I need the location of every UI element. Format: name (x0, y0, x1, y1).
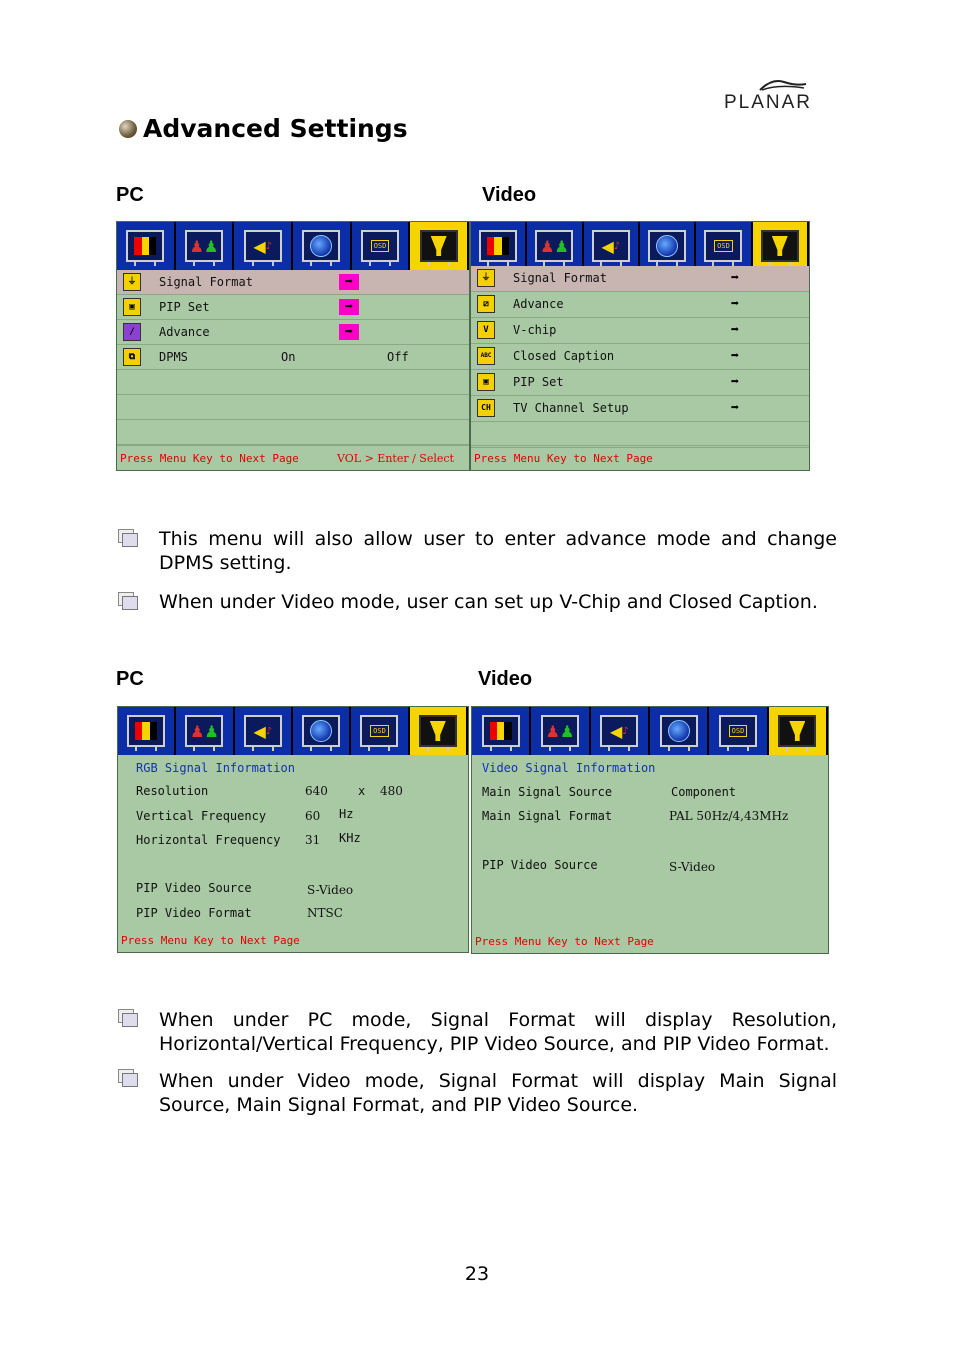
empty-row (117, 370, 469, 395)
section1-video-label: Video (482, 184, 537, 206)
pc-menu-row-dpms[interactable] (117, 345, 469, 370)
video-menu-label: PIP Set (513, 375, 564, 389)
info-value: NTSC (307, 906, 343, 920)
advanced-icon (420, 230, 458, 262)
footer-hint: Press Menu Key to Next Page (121, 934, 300, 947)
osd-icon: OSD (360, 715, 398, 747)
info-value: S-Video (307, 883, 354, 897)
footer-hint: Press Menu Key to Next Page (120, 452, 299, 465)
pc-menu-label: Advance (159, 325, 210, 339)
osd-tab-osd[interactable] (709, 707, 768, 755)
arrow-right-icon: ➡ (339, 274, 359, 290)
info-value: 640 (305, 784, 328, 798)
osd-tab-speaker[interactable] (235, 707, 293, 755)
bullet-icon (116, 592, 138, 610)
video-menu-row-closed-caption[interactable] (471, 344, 809, 370)
info-label: PIP Video Source (482, 858, 598, 872)
bullet-text-4: When under Video mode, Signal Format will display Main Signal Source, Main Signal Format, and PIP Video Source. (159, 1070, 837, 1116)
speaker-icon: ◀ ♪ (600, 715, 638, 747)
footer-hint: Press Menu Key to Next Page (474, 452, 653, 465)
footer-hint: Press Menu Key to Next Page (475, 935, 654, 948)
footer-select-hint: VOL > Enter / Select (337, 452, 454, 465)
arrow-right-icon: ➡ (730, 374, 740, 390)
logo-swoosh-icon (758, 78, 808, 92)
people-icon: ♟ ♟ (185, 715, 223, 747)
video-menu-body (471, 266, 809, 470)
advanced-icon (419, 715, 457, 747)
title-bullet-icon (119, 120, 137, 138)
pc-menu-label: PIP Set (159, 300, 210, 314)
video-osd-menu (470, 221, 810, 471)
osd-tab-speaker[interactable] (584, 222, 640, 270)
dpms-on-option[interactable]: On (281, 350, 296, 364)
video-info-footer (472, 929, 828, 953)
pc-info-footer (118, 928, 468, 952)
closed-caption-icon: ABC (477, 347, 495, 365)
video-signal-info-panel (471, 706, 829, 954)
info-label: Main Signal Format (482, 809, 613, 823)
pip-icon: ▣ (123, 298, 141, 316)
arrow-right-icon: ➡ (730, 270, 740, 286)
pc-menu-row-signal-format[interactable] (117, 270, 469, 295)
people-icon: ♟ ♟ (541, 715, 579, 747)
pc-signal-info-panel (117, 706, 469, 953)
osd-tab-globe[interactable] (293, 222, 352, 270)
advanced-icon (778, 715, 816, 747)
info-label: PIP Video Source (136, 881, 252, 895)
section2-pc-label: PC (116, 668, 144, 690)
color-icon (127, 715, 165, 747)
pc-menu-label: DPMS (159, 350, 188, 364)
osd-tab-people[interactable] (176, 222, 235, 270)
video-menu-row-advance[interactable] (471, 292, 809, 318)
pc-info-body (118, 755, 468, 952)
people-icon: ♟ ♟ (185, 230, 223, 262)
osd-tab-color[interactable] (117, 222, 176, 270)
pc-osd-menu (116, 221, 470, 471)
page-number: 23 (464, 1263, 490, 1285)
pc-menu-label: Signal Format (159, 275, 253, 289)
osd-tab-globe[interactable] (293, 707, 351, 755)
info-value: x (358, 784, 366, 798)
section1-pc-label: PC (116, 184, 144, 206)
advance-icon: ∕ (123, 323, 141, 341)
osd-tab-advanced[interactable] (410, 707, 468, 755)
osd-tab-speaker[interactable] (234, 222, 293, 270)
info-label: PIP Video Format (136, 906, 252, 920)
color-icon (482, 715, 520, 747)
info-label: Vertical Frequency (136, 809, 267, 823)
info-value: S-Video (669, 860, 716, 874)
info-label: Main Signal Source (482, 785, 613, 799)
bullet-icon (116, 1009, 138, 1027)
speaker-icon: ◀ ♪ (244, 715, 282, 747)
osd-tab-people[interactable] (531, 707, 590, 755)
pc-menu-footer (117, 445, 469, 470)
osd-tab-advanced[interactable] (410, 222, 469, 270)
osd-tab-color[interactable] (118, 707, 176, 755)
bullet-text-3: When under PC mode, Signal Format will display Resolution, Horizontal/Vertical Frequency, PIP Video Source, and PIP Video Format. (159, 1009, 837, 1055)
pc-menu-row-pip-set[interactable] (117, 295, 469, 320)
color-icon (126, 230, 164, 262)
arrow-right-icon: ➡ (339, 324, 359, 340)
globe-icon (648, 230, 686, 262)
info-heading: Video Signal Information (482, 761, 656, 775)
info-unit: Hz (339, 807, 354, 821)
color-icon (479, 230, 517, 262)
osd-icon: OSD (361, 230, 399, 262)
video-menu-footer (471, 445, 809, 470)
osd-tab-color[interactable] (471, 222, 527, 270)
brand-name: PLANAR (724, 92, 813, 113)
info-value: 31 (305, 833, 321, 847)
info-value: 60 (305, 809, 321, 823)
osd-tab-osd[interactable] (351, 707, 409, 755)
empty-row (117, 395, 469, 420)
video-menu-label: TV Channel Setup (513, 401, 629, 415)
empty-row (117, 420, 469, 445)
video-menu-label: Advance (513, 297, 564, 311)
page-title-text: Advanced Settings (143, 114, 408, 143)
osd-tab-bar (471, 222, 809, 270)
osd-tab-bar (472, 707, 828, 755)
video-info-body (472, 755, 828, 953)
video-menu-row-pip-set[interactable] (471, 370, 809, 396)
bullet-text-2: When under Video mode, user can set up V-Chip and Closed Caption. (159, 591, 818, 613)
video-menu-row-vchip[interactable] (471, 318, 809, 344)
signal-format-icon: ⏚ (123, 273, 141, 291)
info-label: Resolution (136, 784, 209, 798)
osd-tab-speaker[interactable] (591, 707, 650, 755)
info-value: Component (671, 785, 737, 799)
page-title (119, 114, 408, 143)
osd-tab-advanced[interactable] (753, 222, 809, 270)
osd-tab-globe[interactable] (640, 222, 696, 270)
video-menu-label: Signal Format (513, 271, 607, 285)
info-unit: KHz (339, 831, 361, 845)
section2-video-label: Video (478, 668, 533, 690)
advanced-icon (761, 230, 799, 262)
globe-icon (302, 230, 340, 262)
globe-icon (302, 715, 340, 747)
globe-icon (660, 715, 698, 747)
osd-tab-color[interactable] (472, 707, 531, 755)
signal-format-icon: ⏚ (477, 269, 495, 287)
osd-tab-bar (118, 707, 468, 755)
pc-menu-body (117, 270, 469, 470)
info-value: PAL 50Hz/4,43MHz (669, 809, 789, 823)
osd-tab-people[interactable] (176, 707, 234, 755)
speaker-icon: ◀ ♪ (592, 230, 630, 262)
dpms-off-option[interactable]: Off (387, 350, 409, 364)
info-value: 480 (380, 784, 403, 798)
osd-tab-osd[interactable] (696, 222, 752, 270)
bullet-icon (116, 529, 138, 547)
osd-tab-advanced[interactable] (769, 707, 828, 755)
arrow-right-icon: ➡ (339, 299, 359, 315)
osd-icon: OSD (704, 230, 742, 262)
bullet-icon (116, 1069, 138, 1087)
vchip-icon: V (477, 321, 495, 339)
bullet-text-1: This menu will also allow user to enter advance mode and change DPMS setting. (159, 528, 837, 574)
info-label: Horizontal Frequency (136, 833, 281, 847)
video-menu-row-tv-channel-setup[interactable] (471, 396, 809, 422)
info-heading: RGB Signal Information (136, 761, 295, 775)
arrow-right-icon: ➡ (730, 400, 740, 416)
pip-icon: ▣ (477, 373, 495, 391)
planar-logo (724, 78, 840, 118)
speaker-icon: ◀ ♪ (244, 230, 282, 262)
arrow-right-icon: ➡ (730, 296, 740, 312)
arrow-right-icon: ➡ (730, 322, 740, 338)
dpms-icon: ⧉ (123, 348, 141, 366)
pc-menu-row-advance[interactable] (117, 320, 469, 345)
video-menu-label: Closed Caption (513, 349, 615, 363)
video-menu-label: V-chip (513, 323, 557, 337)
video-menu-row-signal-format[interactable] (471, 266, 809, 292)
advance-icon: ⧄ (477, 295, 495, 313)
osd-tab-bar (117, 222, 469, 270)
osd-icon: OSD (719, 715, 757, 747)
arrow-right-icon: ➡ (730, 348, 740, 364)
osd-tab-people[interactable] (527, 222, 583, 270)
osd-tab-osd[interactable] (352, 222, 411, 270)
tv-channel-icon: CH (477, 399, 495, 417)
people-icon: ♟ ♟ (535, 230, 573, 262)
osd-tab-globe[interactable] (650, 707, 709, 755)
